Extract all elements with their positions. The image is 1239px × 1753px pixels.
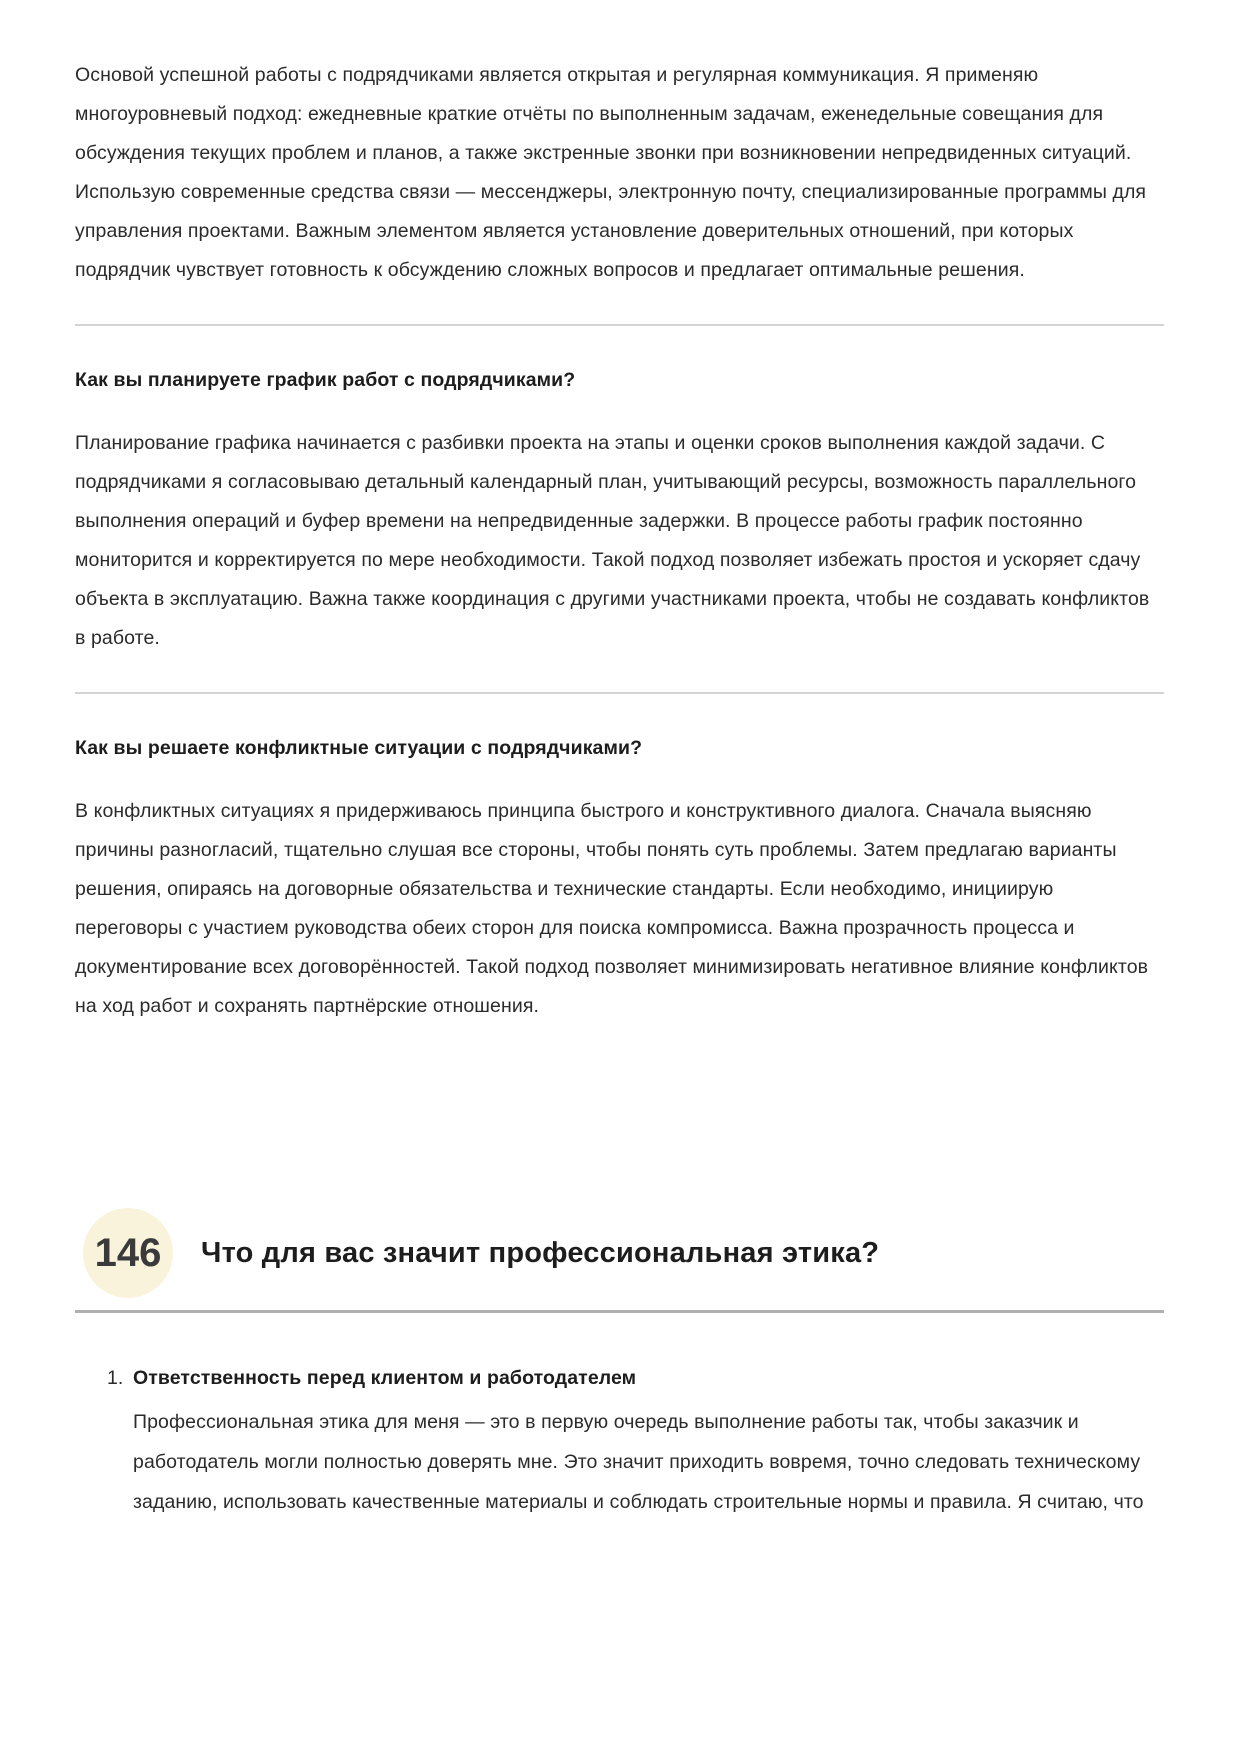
- question-heading-conflicts: Как вы решаете конфликтные ситуации с подрядчиками?: [75, 737, 643, 759]
- section-title: Что для вас значит профессиональная этика?: [201, 1237, 880, 1269]
- list-item-content: [133, 1363, 1164, 1522]
- list-item-number: 1.: [107, 1367, 124, 1389]
- question-heading-schedule: Как вы планируете график работ с подрядчиками?: [75, 369, 576, 391]
- section-header: [75, 1208, 1164, 1298]
- section-title-divider: [75, 1310, 1164, 1313]
- list-item-title: Ответственность перед клиентом и работодателем: [133, 1367, 637, 1389]
- intro-answer-paragraph: Основой успешной работы с подрядчиками является открытая и регулярная коммуникация. Я применяю многоуровневый подход: ежедневные краткие отчёты по выполненным задачам, еженедельные совещания для обсуждения текущих проблем и планов, а также экстренные звонки при возникновении непредвиденных ситуаций. Использую современные средства связи — мессенджеры, электронную почту, специализированные программы для управления проектами. Важным элементом является установление доверительных отношений, при которых подрядчик чувствует готовность к обсуждению сложных вопросов и предлагает оптимальные решения.: [75, 64, 1147, 281]
- question-number-badge: 146: [83, 1208, 173, 1298]
- answer-paragraph-conflicts: В конфликтных ситуациях я придерживаюсь принципа быстрого и конструктивного диалога. Сначала выясняю причины разногласий, тщательно слушая все стороны, чтобы понять суть проблемы. Затем предлагаю варианты решения, опираясь на договорные обязательства и технические стандарты. Если необходимо, инициирую переговоры с участием руководства обеих сторон для поиска компромисса. Важна прозрачность процесса и документирование всех договорённостей. Такой подход позволяет минимизировать негативное влияние конфликтов на ход работ и сохранять партнёрские отношения.: [75, 800, 1149, 1017]
- ethics-list: [75, 1363, 1164, 1522]
- list-item-body: Профессиональная этика для меня — это в первую очередь выполнение работы так, чтобы заказчик и работодатель могли полностью доверять мне. Это значит приходить вовремя, точно следовать техническому заданию, использовать качественные материалы и соблюдать строительные нормы и правила. Я считаю, что: [133, 1411, 1144, 1513]
- list-item-responsibility: [75, 1363, 1164, 1522]
- section-divider-2: [75, 692, 1164, 694]
- section-divider-1: [75, 324, 1164, 326]
- answer-paragraph-schedule: Планирование графика начинается с разбивки проекта на этапы и оценки сроков выполнения каждой задачи. С подрядчиками я согласовываю детальный календарный план, учитывающий ресурсы, возможность параллельного выполнения операций и буфер времени на непредвиденные задержки. В процессе работы график постоянно мониторится и корректируется по мере необходимости. Такой подход позволяет избежать простоя и ускоряет сдачу объекта в эксплуатацию. Важна также координация с другими участниками проекта, чтобы не создавать конфликтов в работе.: [75, 432, 1150, 649]
